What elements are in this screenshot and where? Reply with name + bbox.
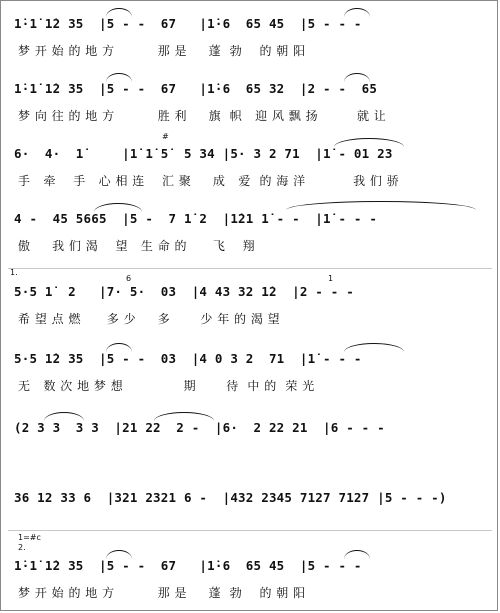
notation-line: 5·5 1̇ 2 |7· 5· 03 |4 43 32 1̇2 |2 - - - (14, 284, 354, 299)
notation-line: 4 - 45 5665 |5 - 7 1̇ 2 |1̇21 1̇ - - |1̇ - - - (14, 211, 378, 226)
lyrics-line: 希 望 点 燃 多 少 多 少 年 的 渴 望 (18, 312, 281, 326)
notation-line: 1̇·1̇ 1̇2 35 |5 - - 67 |1̇·6 65 32 |2 - - 65 (14, 81, 378, 96)
key-change-label: 1=#c (18, 533, 41, 542)
notation-line: 6· 4· 1̇ |1̇ 1̇ 5̇ 5 34 |5· 3 2 71 |1̇ - 01 23 (14, 146, 393, 161)
lyrics-line: 梦 开 始 的 地 方 那 是 蓬 勃 的 朝 阳 (18, 586, 306, 600)
lyrics-line: 傲 我 们 渴 望 生 命 的 飞 翔 (18, 239, 256, 253)
notation-line: 1̇·1̇ 1̇2 35 |5 - - 67 |1̇·6 65 45 |5 - - - (14, 16, 362, 31)
notation-line: 1̇·1̇ 1̇2 35 |5 - - 67 |1̇·6 65 45 |5 - - - (14, 558, 362, 573)
lyrics-line: 梦 开 始 的 地 方 那 是 蓬 勃 的 朝 阳 (18, 44, 306, 58)
notation-line: (2 3 3 3 3 |21 22 2 - |6· 2 22 21 |6 - - - (14, 420, 385, 435)
volta-line (8, 268, 492, 269)
volta-line (8, 530, 492, 531)
sharp-mark: # (162, 132, 169, 141)
lyrics-line: 手 牵 手 心 相 连 汇 聚 成 爱 的 海 洋 我 们 骄 (18, 174, 400, 188)
grace-note: 6 (126, 274, 132, 283)
lyrics-line: 梦 向 往 的 地 方 胜 利 旗 帜 迎 风 飘 扬 就 让 (18, 109, 387, 123)
volta-1-label: 1. (10, 268, 18, 277)
notation-line: 5·5 1̇2 35 |5 - - 03 |4 0 3 2 71 |1̇ - - - (14, 351, 362, 366)
notation-line: 36 12 33 6 |321 2321 6 - |432 2345 7127 7127 |5 - - -) (14, 490, 447, 505)
volta-2-label: 2. (18, 543, 26, 552)
grace-note: 1 (328, 274, 334, 283)
lyrics-line: 无 数 次 地 梦 想 期 待 中 的 荣 光 (18, 379, 315, 393)
